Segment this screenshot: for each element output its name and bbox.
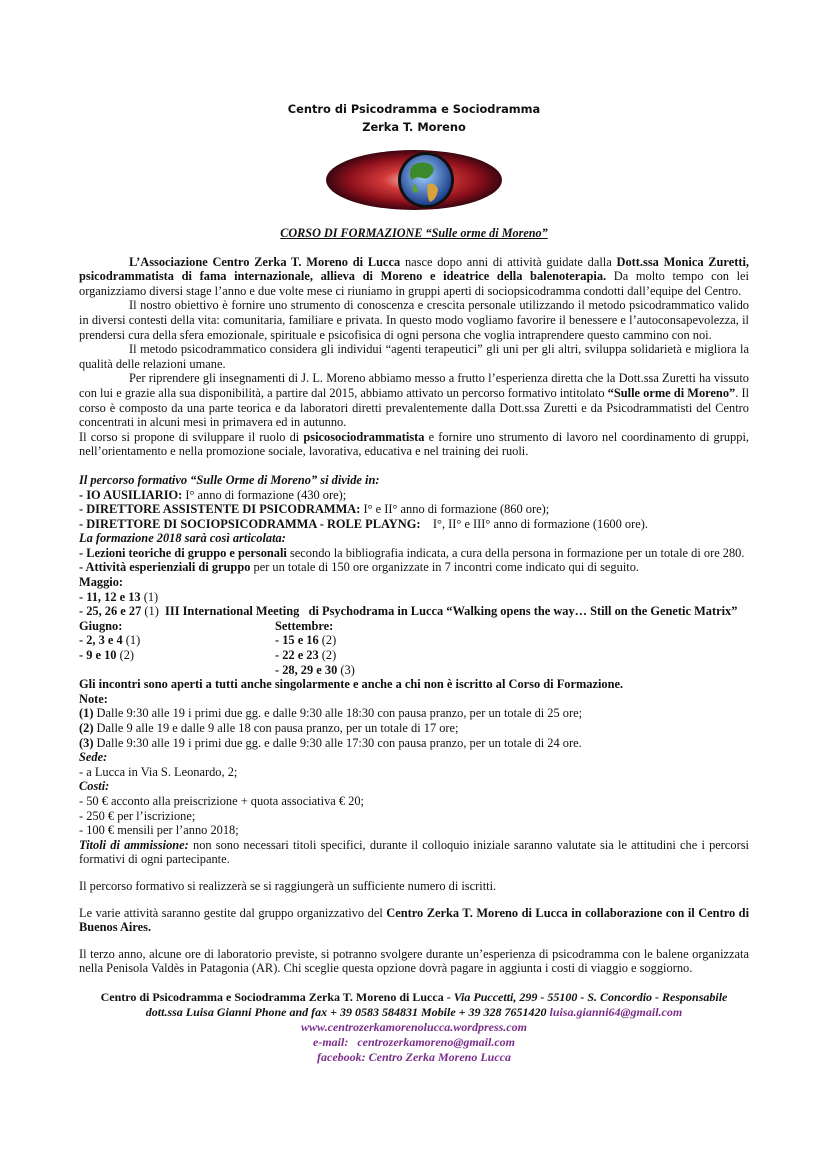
costi-item: - 250 € per l’iscrizione;: [79, 808, 196, 823]
note-item: (3) Dalle 9:30 alle 19 i primi due gg. e dalle 9:30 alle 17:30 con pausa pranzo, per un totale di 24 ore.: [79, 735, 582, 750]
formazione-heading: La formazione 2018 sarà così articolata:: [79, 531, 286, 546]
course-title: CORSO DI FORMAZIONE “Sulle orme di Moreno”: [280, 226, 548, 240]
header-line-1: Centro di Psicodramma e Sociodramma: [287, 102, 541, 116]
intro-paragraph-4: Per riprendere gli insegnamenti di J. L. Moreno abbiamo messo a frutto l’esperienza diretta che la Dott.ssa Zuretti ha vissuto con lui e grazie alla sua disponibilità, a partire dal 2015, abbiamo attivato un percorso formativo intitolato “Sulle orme di Moreno”. Il corso è composto da una parte teorica e da laboratori diretti prevalentemente dalla Dott.ssa Zuretti e da Psicodrammatisti del Centro concentrati in alcuni mesi in primavera ed in autunno.: [79, 371, 750, 430]
website-link[interactable]: www.centrozerkamorenolucca.wordpress.com: [301, 1019, 527, 1034]
schedule-columns: [79, 619, 749, 677]
maggio-label: Maggio:: [79, 575, 124, 590]
facebook-link[interactable]: facebook: Centro Zerka Moreno Lucca: [317, 1049, 511, 1064]
titoli-paragraph: Titoli di ammissione: non sono necessari titoli specifici, durante il colloquio iniziale saranno valutate sia le attitudini che i percorsi formativi di ogni partecipante.: [79, 837, 749, 867]
note-item: (1) Dalle 9:30 alle 19 i primi due gg. e dalle 9:30 alle 18:30 con pausa pranzo, per un totale di 25 ore;: [79, 706, 583, 721]
structure-item: - DIRETTORE DI SOCIOPSICODRAMMA - ROLE PLAYNG: I°, II° e III° anno di formazione (1600 ore).: [79, 516, 648, 531]
intro-paragraph-3: Il metodo psicodrammatico considera gli individui “agenti terapeutici” gli uni per gli altri, sviluppa solidarietà e migliora la qualità delle relazioni umane.: [79, 342, 749, 371]
settembre-date: - 22 e 23 (2): [275, 648, 337, 663]
notes-label: Note:: [79, 691, 108, 706]
settembre-date: - 15 e 16 (2): [275, 633, 337, 648]
giugno-date: - 9 e 10 (2): [79, 648, 135, 663]
giugno-date: - 2, 3 e 4 (1): [79, 633, 141, 648]
footer: [79, 990, 749, 1065]
sede-value: - a Lucca in Via S. Leonardo, 2;: [79, 764, 238, 779]
note-item: (2) Dalle 9 alle 19 e dalle 9 alle 18 con pausa pranzo, per un totale di 17 ore;: [79, 721, 459, 735]
formazione-item-2: - Attività esperienziali di gruppo per un totale di 150 ore organizzate in 7 incontri come indicato qui di seguito.: [79, 560, 639, 575]
maggio-date-2: - 25, 26 e 27 (1) III International Meeting di Psychodrama in Lucca “Walking opens the way… Still on the Genetic Matrix”: [79, 604, 738, 619]
structure-item: - IO AUSILIARIO: I° anno di formazione (430 ore);: [79, 487, 347, 502]
footer-line-2: dott.ssa Luisa Gianni Phone and fax + 39 0583 584831 Mobile + 39 328 7651420 luisa.gianni64@gmail.com: [145, 1004, 683, 1019]
intro-paragraph-5: Il corso si propone di sviluppare il ruolo di psicosociodrammatista e fornire uno strumento di lavoro nel coordinamento di gruppi, nell’orientamento e nella promozione sociale, lavorativa, educativa e nel training dei ruoli.: [79, 429, 749, 459]
sede-label: Sede:: [79, 750, 108, 765]
settembre-column: Settembre: - 15 e 16 (2) - 22 e 23 (2) - 28, 29 e 30 (3): [275, 618, 355, 677]
email-link-2[interactable]: centrozerkamoreno@gmail.com: [357, 1034, 515, 1049]
header-line-2: Zerka T. Moreno: [362, 120, 466, 134]
intro-paragraph-1: L’Associazione Centro Zerka T. Moreno di Lucca nasce dopo anni di attività guidate dalla Dott.ssa Monica Zuretti, psicodrammatista di fama internazionale, allieva di Moreno e ideatrice della balenoterapia. Da molto tempo con lei organizziamo diversi stage l’anno e due volte mese ci riuniamo in gruppi aperti di sociopsicodramma condotti dall’equipe del Centro.: [79, 254, 749, 298]
costi-item: - 50 € acconto alla preiscrizione + quota associativa € 20;: [79, 793, 364, 808]
giugno-column: Giugno: - 2, 3 e 4 (1) - 9 e 10 (2): [79, 619, 275, 677]
closing-paragraph-2: Le varie attività saranno gestite dal gruppo organizzativo del Centro Zerka T. Moreno di Lucca in collaborazione con il Centro di Buenos Aires.: [79, 905, 750, 935]
structure-heading: Il percorso formativo “Sulle Orme di Moreno” si divide in:: [79, 472, 380, 487]
footer-line-1: Centro di Psicodramma e Sociodramma Zerka T. Moreno di Lucca - Via Puccetti, 299 - 55100 - S. Concordio - Responsabile: [100, 989, 728, 1004]
document-header: [79, 100, 749, 136]
closing-paragraph-1: Il percorso formativo si realizzerà se si raggiungerà un sufficiente numero di iscritti.: [79, 878, 497, 893]
settembre-date: - 28, 29 e 30 (3): [275, 662, 355, 677]
maggio-date-1: - 11, 12 e 13 (1): [79, 589, 159, 604]
costi-label: Costi:: [79, 779, 110, 794]
structure-item: - DIRETTORE ASSISTENTE DI PSICODRAMMA: I° e II° anno di formazione (860 ore);: [79, 502, 550, 517]
intro-paragraph-2: Il nostro obiettivo è fornire uno strumento di conoscenza e crescita personale utilizzando il metodo psicodrammatico valido in diversi contesti della vita: comunitaria, familiare e privata. In questo modo vogliamo favorire il benessere e l’autoconsapevolezza, il prendersi cura della sfera emozionale, spirituale e psicofisica di ogni persona che voglia intraprendere questo cammino con noi.: [79, 298, 749, 342]
email-line: e-mail: centrozerkamoreno@gmail.com: [313, 1034, 515, 1049]
globe-logo-icon: [324, 140, 504, 220]
open-note: Gli incontri sono aperti a tutti anche singolarmente e anche a chi non è iscritto al Corso di Formazione.: [79, 677, 624, 692]
costi-item: - 100 € mensili per l’anno 2018;: [79, 823, 239, 838]
formazione-item-1: - Lezioni teoriche di gruppo e personali secondo la bibliografia indicata, a cura della persona in formazione per un totale di ore 280.: [79, 545, 745, 560]
closing-paragraph-3: Il terzo anno, alcune ore di laboratorio previste, si potranno svolgere durante un’esperienza di psicodramma con le balene organizzata nella Penisola Valdès in Patagonia (AR). Chi sceglie questa opzione dovrà pagare in aggiunta i costi di viaggio e soggiorno.: [79, 946, 749, 976]
document-page: [79, 100, 749, 1065]
email-link[interactable]: luisa.gianni64@gmail.com: [549, 1004, 683, 1019]
